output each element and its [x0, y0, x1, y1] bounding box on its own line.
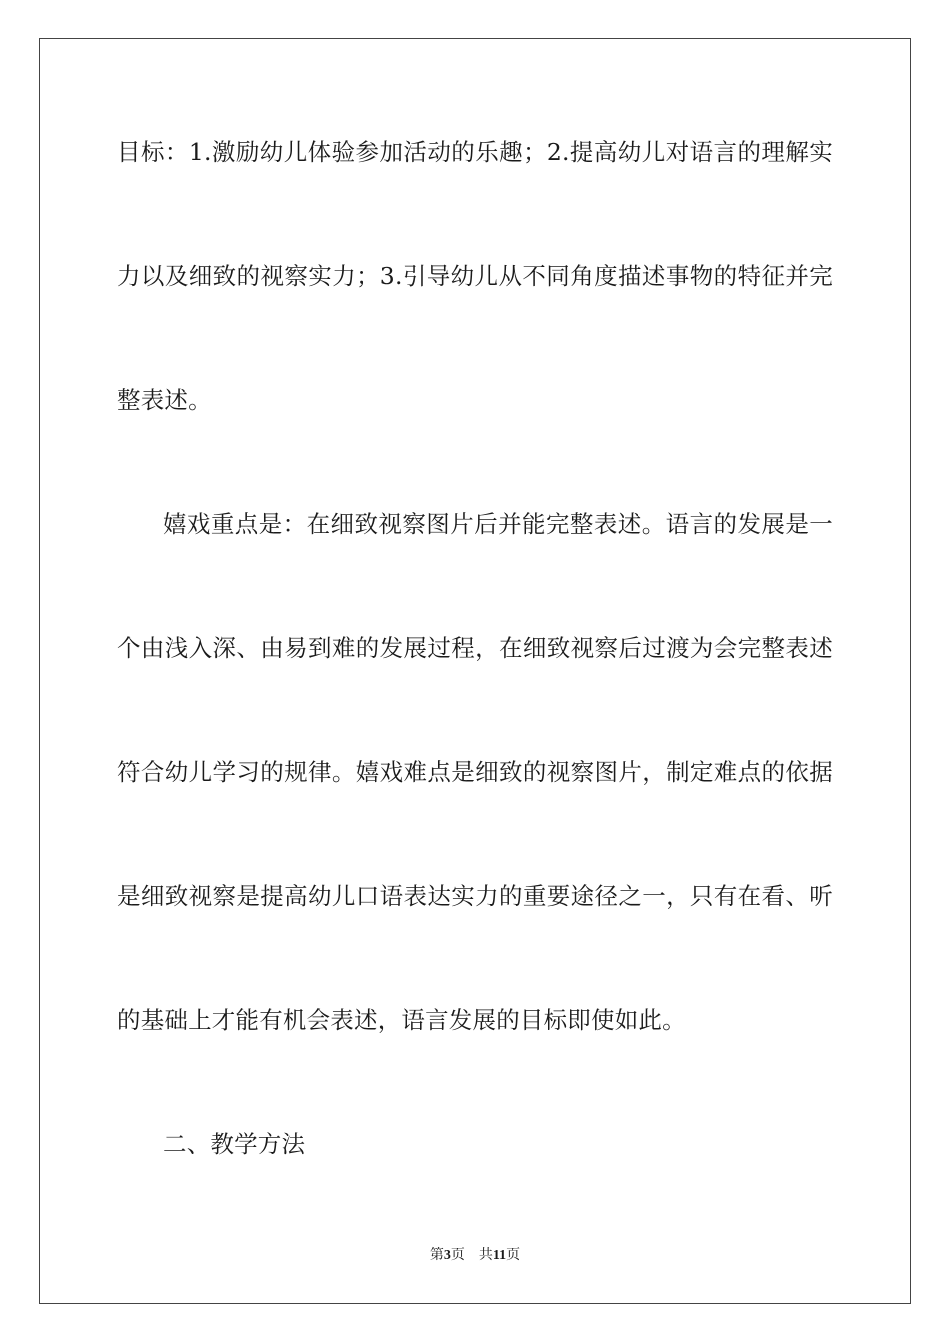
page-footer [0, 1246, 950, 1266]
footer-page-suffix: 页 [450, 1248, 465, 1263]
body-line-4-indented: 嬉戏重点是：在细致视察图片后并能完整表述。语言的发展是一 [163, 510, 833, 538]
body-line-2: 力以及细致的视察实力；3.引导幼儿从不同角度描述事物的特征并完 [117, 262, 833, 290]
footer-page-number: 3 [443, 1248, 451, 1263]
section-heading: 二、教学方法 [163, 1130, 306, 1158]
body-line-5: 个由浅入深、由易到难的发展过程，在细致视察后过渡为会完整表述 [117, 634, 833, 662]
body-line-3: 整表述。 [117, 386, 212, 414]
footer-page-prefix: 第 [429, 1248, 444, 1263]
page-border [39, 38, 911, 1304]
body-line-1: 目标：1.激励幼儿体验参加活动的乐趣；2.提高幼儿对语言的理解实 [117, 138, 833, 166]
footer-total-number: 11 [492, 1248, 507, 1263]
body-line-7: 是细致视察是提高幼儿口语表达实力的重要途径之一，只有在看、听 [117, 882, 833, 910]
footer-total-prefix: 共 [478, 1248, 493, 1263]
body-line-6: 符合幼儿学习的规律。嬉戏难点是细致的视察图片，制定难点的依据 [117, 758, 833, 786]
body-line-8: 的基础上才能有机会表述，语言发展的目标即使如此。 [117, 1006, 686, 1034]
footer-total-suffix: 页 [506, 1248, 521, 1263]
